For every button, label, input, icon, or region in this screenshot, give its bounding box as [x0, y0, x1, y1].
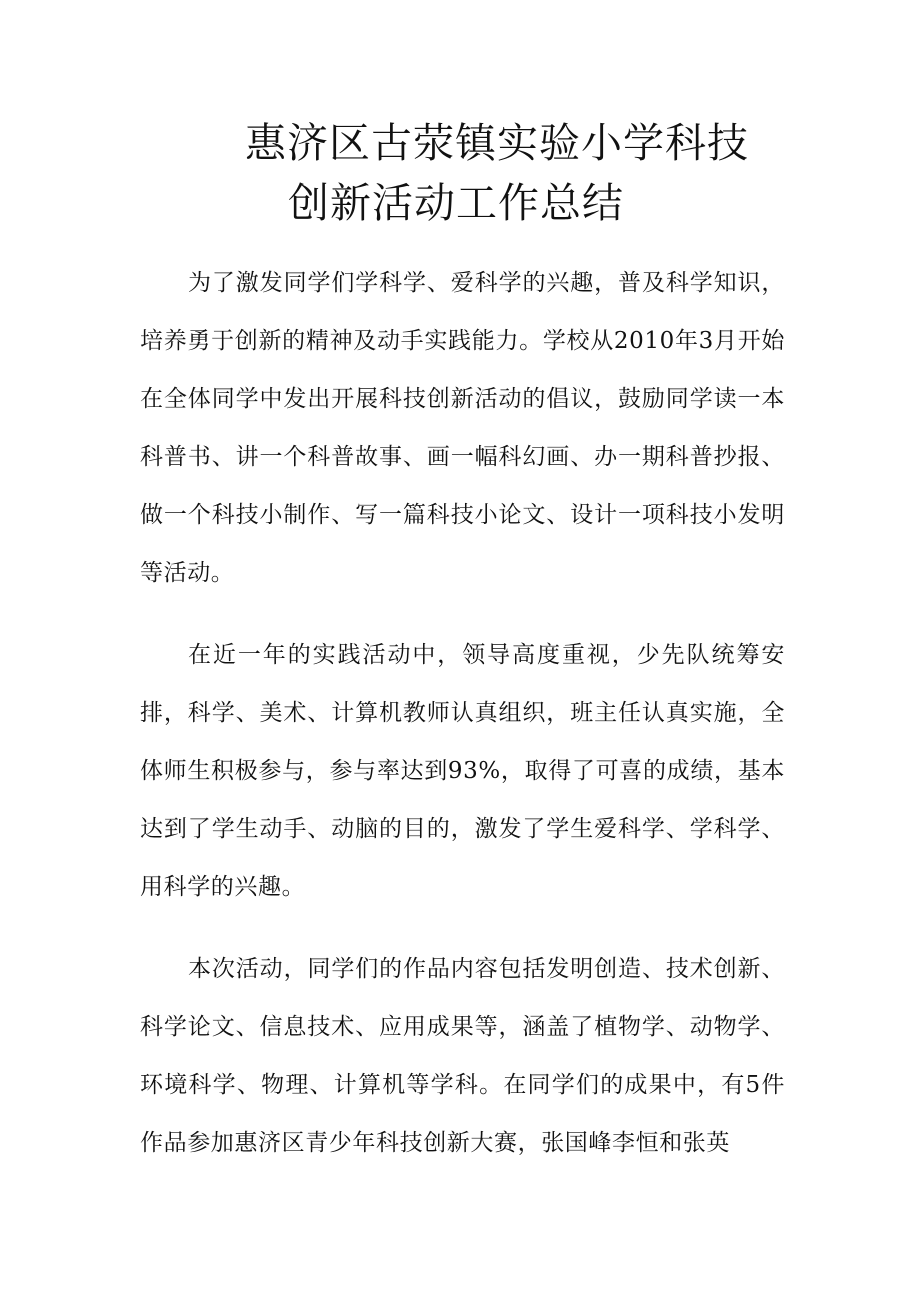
paragraph-practice: 在近一年的实践活动中，领导高度重视，少先队统筹安排，科学、美术、计算机教师认真组织，班主任认真实施，全体师生积极参与，参与率达到93%，取得了可喜的成绩，基本达到了学生动手、动脑的目的，激发了学生爱科学、学科学、用科学的兴趣。	[140, 642, 785, 900]
paragraph-achievements: 本次活动，同学们的作品内容包括发明创造、技术创新、科学论文、信息技术、应用成果等，涵盖了植物学、动物学、环境科学、物理、计算机等学科。在同学们的成果中，有5件作品参加惠济区青少年科技创新大赛，张国峰李恒和张英	[140, 956, 785, 1156]
document-title-line-1: 惠济区古荥镇实验小学科技	[245, 119, 749, 167]
paragraph-intro: 为了激发同学们学科学、爱科学的兴趣，普及科学知识，培养勇于创新的精神及动手实践能力。学校从2010年3月开始在全体同学中发出开展科技创新活动的倡议，鼓励同学读一本科普书、讲一个科普故事、画一幅科幻画、办一期科普抄报、做一个科技小制作、写一篇科技小论文、设计一项科技小发明等活动。	[140, 270, 785, 586]
document-title-line-2: 创新活动工作总结	[288, 179, 624, 227]
